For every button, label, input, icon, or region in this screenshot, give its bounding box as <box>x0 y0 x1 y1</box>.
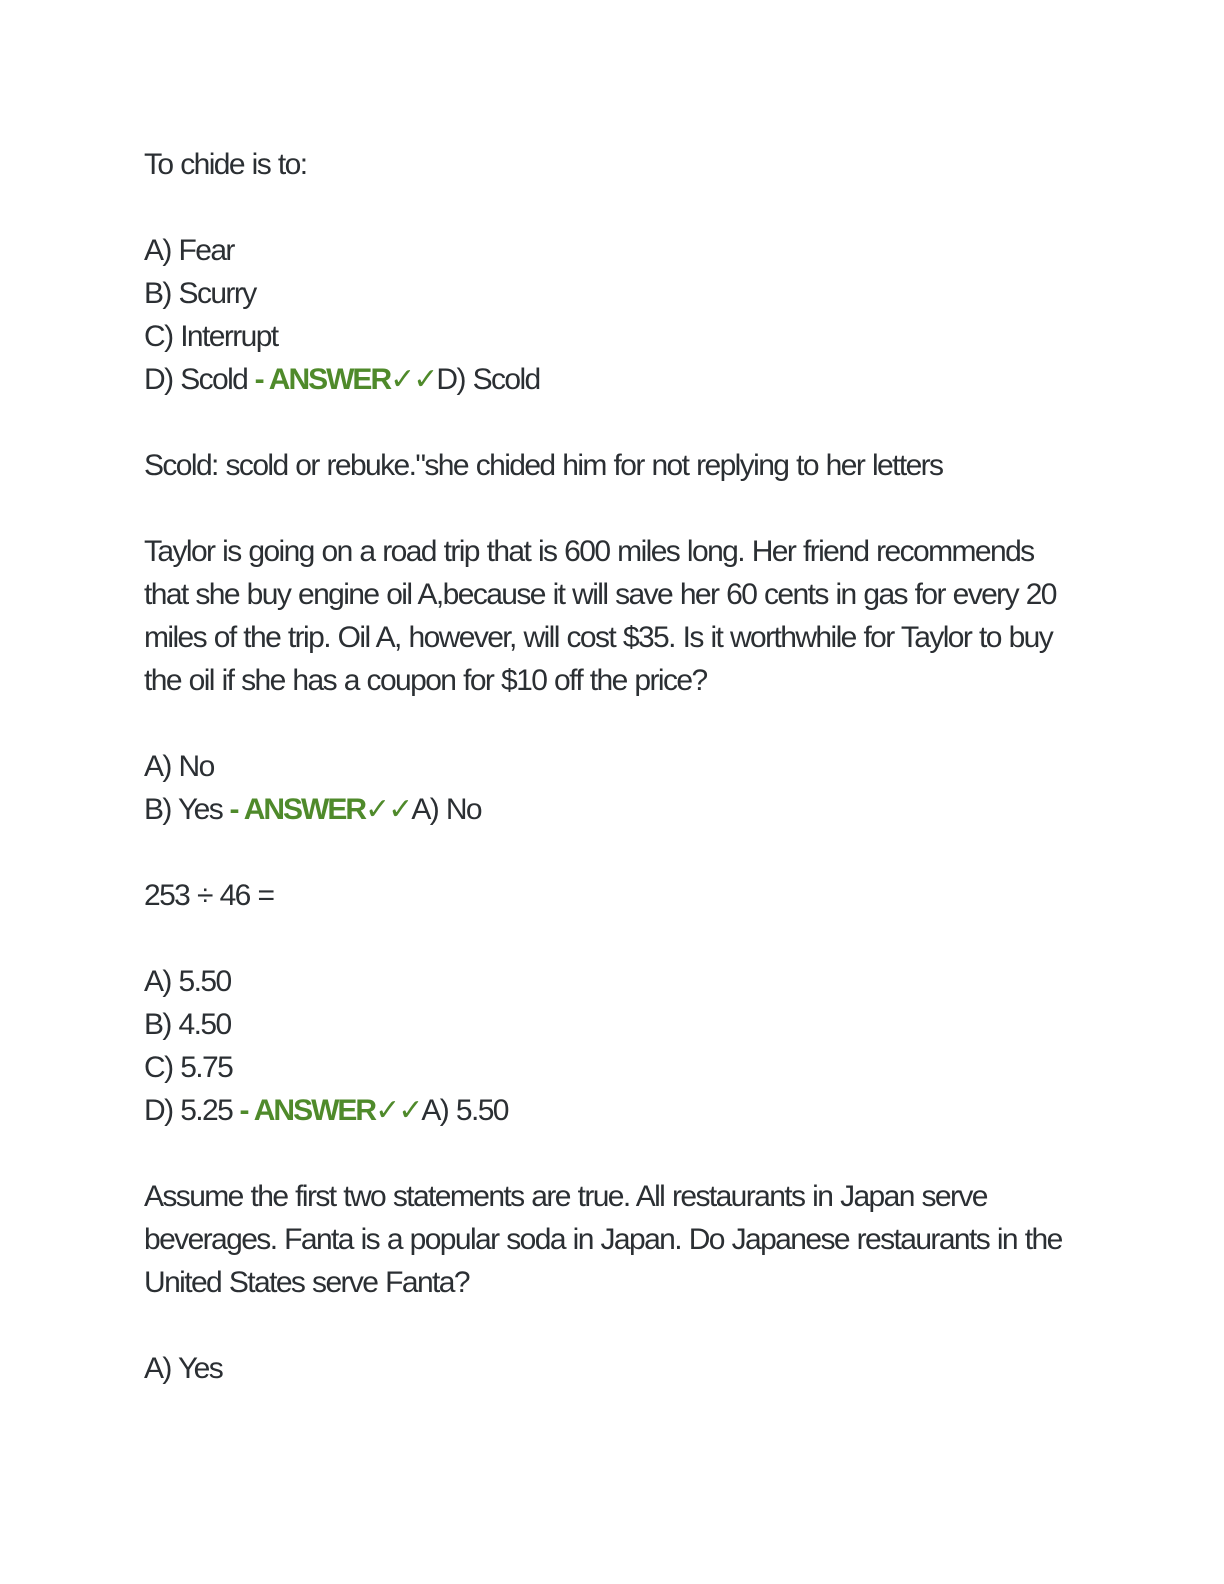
question-3-option-d: D) 5.25 <box>144 1094 233 1127</box>
spacer <box>144 186 1084 229</box>
question-1-option-c: C) Interrupt <box>144 320 278 353</box>
answer-separator: - <box>247 363 269 396</box>
question-2-prompt: Taylor is going on a road trip that is 600 miles long. Her friend recommends that she buy engine oil A,because it will save her 60 cents in gas for every 20 miles of the trip. Oil A, however, will cost $35. Is it worthwhile for Taylor to buy the oil if she has a coupon for $10 off the price? <box>144 535 1056 697</box>
answer-label: ANSWER <box>243 793 366 826</box>
answer-value: A) No <box>411 793 481 826</box>
spacer <box>144 1132 1084 1175</box>
question-1-option-d-with-answer <box>144 358 1084 401</box>
question-2-option-b: B) Yes <box>144 793 223 826</box>
answer-value: A) 5.50 <box>421 1094 508 1127</box>
question-1-prompt: To chide is to: <box>144 148 307 181</box>
answer-separator: - <box>222 793 244 826</box>
answer-separator: - <box>232 1094 254 1127</box>
answer-value: D) Scold <box>436 363 540 396</box>
spacer <box>144 831 1084 874</box>
question-4-option-a: A) Yes <box>144 1352 223 1385</box>
spacer <box>144 917 1084 960</box>
answer-label: ANSWER <box>253 1094 376 1127</box>
question-1-option-b: B) Scurry <box>144 277 256 310</box>
question-4-prompt: Assume the first two statements are true. All restaurants in Japan serve beverages. Fanta is a popular soda in Japan. Do Japanese restaurants in the United States serve Fanta? <box>144 1180 1062 1299</box>
spacer <box>144 1304 1084 1347</box>
question-1-explanation: Scold: scold or rebuke."she chided him for not replying to her letters <box>144 449 943 482</box>
document-content <box>144 143 1084 1390</box>
question-3-option-d-with-answer <box>144 1089 1084 1132</box>
question-2-option-a: A) No <box>144 750 214 783</box>
question-1-option-a: A) Fear <box>144 234 234 267</box>
double-check-icon: ✓✓ <box>390 363 437 396</box>
question-3-option-b: B) 4.50 <box>144 1008 231 1041</box>
spacer <box>144 702 1084 745</box>
double-check-icon: ✓✓ <box>365 793 412 826</box>
question-3-option-c: C) 5.75 <box>144 1051 233 1084</box>
question-3-prompt: 253 ÷ 46 = <box>144 879 274 912</box>
answer-label: ANSWER <box>268 363 391 396</box>
question-2-option-b-with-answer <box>144 788 1084 831</box>
spacer <box>144 487 1084 530</box>
double-check-icon: ✓✓ <box>375 1094 422 1127</box>
question-1-option-d: D) Scold <box>144 363 248 396</box>
question-3-option-a: A) 5.50 <box>144 965 231 998</box>
spacer <box>144 401 1084 444</box>
